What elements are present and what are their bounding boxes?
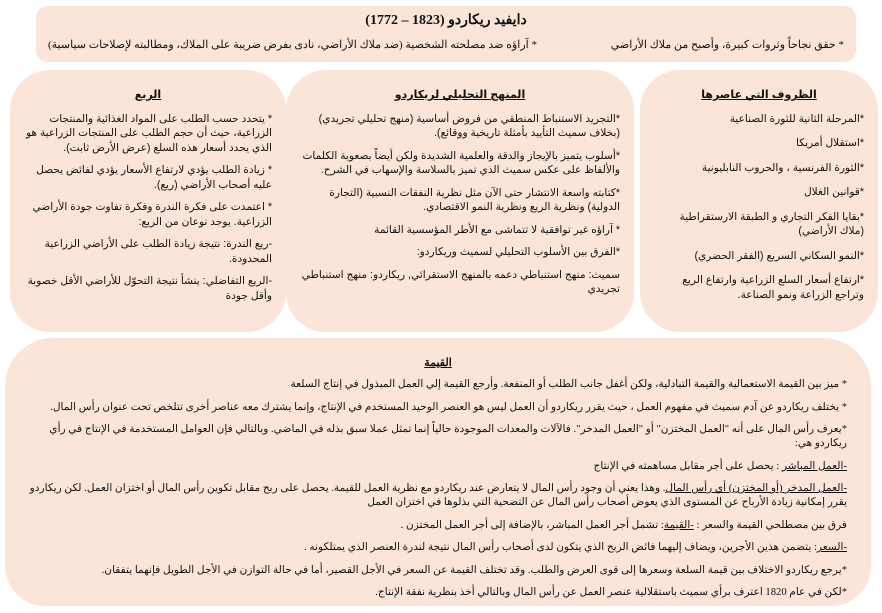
list-item: * ميز بين القيمة الاستعمالية والقيمة التبادلية، ولكن أغفل جانب الطلب أو المنفعة. وأرجع القيمة إلي العمل المبذول في إنتاج السلعة bbox=[290, 379, 847, 390]
value-term-text: : تشمل أجر العمل المباشر، بالإضافة إلى أجر العمل المختزن . bbox=[400, 519, 664, 531]
list-item: *بقايا الفكر التجاري و الطبقة الارستقراطية (ملاك الأراضي) bbox=[679, 210, 864, 237]
list-item: *لكن في عام 1820 اعترف برأي سميث باستقلالية عنصر العمل عن رأس المال وبالتالي أخذ بنظرية نفقة الإنتاج. bbox=[375, 587, 847, 598]
biography-header bbox=[36, 6, 856, 62]
direct-labor-label: -العمل المباشر bbox=[781, 460, 847, 472]
direct-labor-text: : يحصل على أجر مقابل مساهمته في الإنتاج bbox=[593, 460, 782, 472]
method-heading: المنهج التحليلي لريكاردو bbox=[394, 89, 526, 101]
price-text: : يتضمن هذين الأجرين، ويضاف إليهما فائض الربح الذي يتكون لدى أصحاب رأس المال نتيجة لندرة العنصر الذي يمتلكونه . bbox=[304, 542, 817, 553]
value-price-difference-item bbox=[29, 519, 847, 533]
circumstances-box bbox=[640, 70, 878, 332]
list-item: *قوانين الغلال bbox=[803, 186, 864, 198]
stored-labor-text: . وهذا يعني أن وجود رأس المال لا يتعارض عند ريكاردو مع نظرية العمل للقيمة. يحصل على ربح مقابل تكوين رأس المال أو اختزان العمل. لكن ريكاردو يقرر إمكانية زيادة الأرباح عن المستوى الذي يعوض أصحاب رأس المال عن التضحية التي بذلوها في اختزان العمل bbox=[29, 483, 847, 508]
direct-labor-item bbox=[29, 460, 847, 474]
list-item: *أسلوب يتميز بالإيجاز والدقة والعلمية الشديدة ولكن أيضاً بصعوبة الكلمات والألفاظ على عكس سميث الذي تميز بالسلاسة والإسهاب في الشرح. bbox=[302, 149, 620, 176]
list-item: *التجريد الاستنباط المنطقي من فروض أساسية (منهج تحليلي تجريدي) (بخلاف سميث التأييد بأمثلة تاريخية ووقائع). bbox=[318, 112, 620, 139]
list-item: *الفرق بين الأسلوب التحليلي لسميث وريكاردو: bbox=[416, 246, 620, 258]
list-item: *يعرف رأس المال على أنه "العمل المختزن" أو "العمل المدخر". فالآلات والمعدات الموجودة حالياً إنما تمثل عملا سبق بذله في الماضي. وبالتالي فإن العوامل المستخدمة في الإنتاج في رأي ريكاردو هي: bbox=[49, 424, 847, 449]
stored-labor-item bbox=[29, 482, 847, 510]
list-item: * زيادة الطلب يؤدي لارتفاع الأسعار يؤدي لفائض يحصل عليه أصحاب الأراضي (ريع). bbox=[36, 164, 272, 191]
list-item: * يتحدد حسب الطلب على المواد الغذائية والمنتجات الزراعية، حيث أن حجم الطلب على المنتجات الزراعية هو الذي يحدد أسعار هذه السلع (عرض الأرض ثابت). bbox=[25, 112, 272, 154]
list-item: سميث: منهج استنباطي دعمه بالمنهج الاستقرائي, ريكاردو: منهج استنباطي تجريدي bbox=[301, 268, 620, 295]
list-item: * آراؤه غير توافقية لا تتماشى مع الأطر المؤسسية القائمة bbox=[374, 223, 620, 236]
list-item: *ارتفاع أسعار السلع الزراعية وارتفاع الريع وتراجع الزراعة ونمو الصناعة. bbox=[682, 274, 864, 301]
value-box bbox=[5, 338, 871, 606]
fact-wealth: * حقق نجاحاً وثروات كبيرة، وأصبح من ملاك الأراضي bbox=[610, 39, 844, 51]
list-item: *يرجع ريكاردو الاختلاف بين قيمة السلعة وسعرها إلى قوى العرض والطلب. وقد تختلف القيمة عن السعر في الأجل القصير، أما في حالة التوازن في الأجل الطويل فإنهما يتفقان. bbox=[101, 564, 847, 576]
list-item: *الثورة الفرنسية ، والحروب النابليونية bbox=[701, 161, 864, 174]
price-label: -السعر bbox=[816, 542, 847, 553]
list-item: -الريع التفاضلي: ينشأ نتيجة التحوّل للأراضي الأقل خصوبة وأقل جودة bbox=[27, 275, 272, 302]
method-box bbox=[286, 70, 634, 332]
circumstances-heading: الظروف التي عاصرها bbox=[701, 89, 817, 101]
rent-box bbox=[10, 70, 286, 332]
list-item: * اعتمدت على فكرة الندرة وفكرة تفاوت جودة الأراضي الزراعية. يوجد نوعان من الريع: bbox=[32, 201, 272, 228]
list-item: * يختلف ريكاردو عن آدم سميث في مفهوم العمل ، حيث يقرر ريكاردو أن العمل ليس هو العنصر الوحيد المستخدم في الإنتاج، وإنما يشترك معه عناصر أخرى تتلخص تحت عنوان رأس المال. bbox=[50, 401, 847, 413]
value-term-label: -القيمة bbox=[663, 519, 694, 531]
list-item: *كتابته واسعة الانتشار حتى الآن مثل نظرية النفقات النسبية (التجارة الدولية) ونظرية الريع ونظرية النمو الاقتصادي. bbox=[329, 186, 620, 213]
page-title: دايفيد ريكاردو (1823 – 1772) bbox=[365, 13, 527, 28]
list-item: *المرحلة الثانية للثورة الصناعية bbox=[729, 112, 864, 125]
list-item: *النمو السكاني السريع (الفقر الحضري) bbox=[694, 249, 864, 262]
list-item: -ريع الندرة: نتيجة زيادة الطلب على الأراضي الزراعية المحدودة. bbox=[44, 238, 272, 265]
rent-heading: الريع bbox=[134, 89, 162, 101]
value-heading: القيمة bbox=[424, 357, 452, 369]
fact-views: * آراؤه ضد مصلحته الشخصية (ضد ملاك الأراضي، نادى بفرض ضريبة على الملاك، ومطالبته لإصلاحات سياسية) bbox=[48, 39, 537, 51]
list-item: *استقلال أمريكا bbox=[796, 137, 864, 149]
price-item bbox=[29, 541, 847, 555]
header-facts bbox=[48, 38, 844, 52]
stored-labor-label: -العمل المدخر (أو المختزن) أي رأس المال bbox=[665, 483, 847, 494]
difference-prefix: فرق بين مصطلحي القيمة والسعر : bbox=[693, 519, 847, 531]
